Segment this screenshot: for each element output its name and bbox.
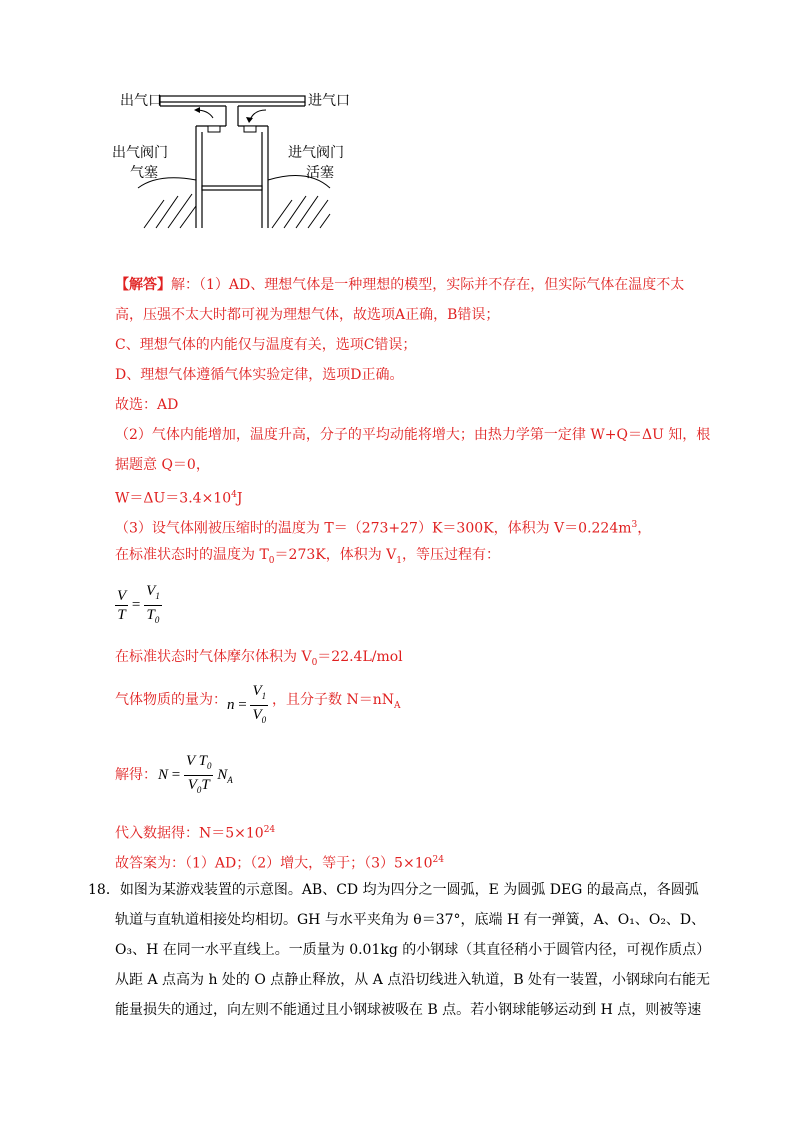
answer-para-1a: 【解答】解：（1）AD、理想气体是一种理想的模型，实际并不存在，但实际气体在温度不太	[115, 277, 685, 293]
answer-para-8: 在标准状态时的温度为 $T_0=273K$，体积为 $V_1$，等压过程有：	[115, 547, 501, 566]
equation-molecule-count: N = $\frac{V T_0}{V_0T}$ $N_A$	[158, 752, 233, 799]
frac-molecules: $\frac{V T_0}{V_0T}$	[185, 753, 212, 795]
q18-line-4: 从距 A 点高为 h 处的 O 点静止释放，从 A 点沿切线进入轨道，B 处有一装置，小钢球向右能无	[115, 972, 711, 988]
outlet-valve-label: 出气阀门	[112, 145, 168, 161]
answer-para-2: C、理想气体的内能仅与温度有关，选项C错误；	[115, 337, 417, 353]
q18-line-1: 18．如图为某游戏装置的示意图。AB、CD 均为四分之一圆弧，E 为圆弧 DEG 的最高点，各圆弧	[88, 882, 699, 898]
inlet-label: 进气口	[308, 93, 350, 109]
equation-moles: n = $\frac{V_1}{V_0}$	[227, 682, 268, 729]
q18-line-2: 轨道与直轨道相接处均相切。GH 与水平夹角为 θ＝37°，底端 H 有一弹簧，A、O₁、O₂、D、	[115, 912, 706, 928]
frac-left: $\frac{V}{T}$	[117, 588, 127, 623]
answer-para-7: （3）设气体刚被压缩时的温度为 T＝（273+27）K＝300K，体积为 $V=0.224m^3$，	[115, 520, 652, 537]
answer-para-10-tail: ，且分子数 $N=nN_A$	[272, 692, 401, 711]
answer-para-10-label: 气体物质的量为：	[115, 692, 227, 708]
answer-para-5a: （2）气体内能增加，温度升高，分子的平均动能将增大；由热力学第一定律 W+Q＝ΔU 知，根	[115, 427, 711, 443]
answer-para-9: 在标准状态时气体摩尔体积为 $V_0=22.4L$/mol	[115, 649, 403, 668]
cylinder-label: 气塞	[130, 165, 158, 181]
q18-line-5: 能量损失的通过，向左则不能通过且小钢球被吸在 B 点。若小钢球能够运动到 H 点，则被等速	[115, 1002, 702, 1018]
answer-tag: 【解答】	[115, 277, 171, 293]
gas-pump-diagram	[108, 88, 368, 238]
answer-para-5b: 据题意 Q＝0，	[115, 457, 210, 473]
frac-moles: $\frac{V_1}{V_0}$	[252, 683, 267, 725]
answer-para-13: 故答案为：（1）AD；（2）增大，等于；$(3)5\times 10^{24}$	[115, 855, 444, 872]
q18-line-3: O₃、H 在同一水平直线上。一质量为 0.01kg 的小钢球（其直径稍小于圆管内径，可视作质点）	[115, 942, 711, 958]
outlet-label: 出气口	[120, 93, 162, 109]
equation-isobaric: $\frac{V}{T}$ = $\frac{V_1}{T_0}$	[115, 582, 162, 629]
inlet-valve-label: 进气阀门	[288, 145, 344, 161]
answer-para-6: $W=\Delta U=3.4\times 10^4J$	[115, 490, 243, 507]
answer-para-3: D、理想气体遵循气体实验定律，选项D正确。	[115, 367, 404, 383]
answer-para-1b: 高，压强不太大时都可视为理想气体，故选项A正确，B错误；	[115, 307, 500, 323]
answer-para-4: 故选：AD	[115, 397, 179, 413]
answer-para-12: 代入数据得：$N=5\times 10^{24}$	[115, 825, 276, 842]
answer-para-11: 解得：	[115, 767, 157, 783]
piston-label: 活塞	[306, 165, 334, 181]
frac-right: $\frac{V_1}{T_0}$	[146, 583, 160, 625]
